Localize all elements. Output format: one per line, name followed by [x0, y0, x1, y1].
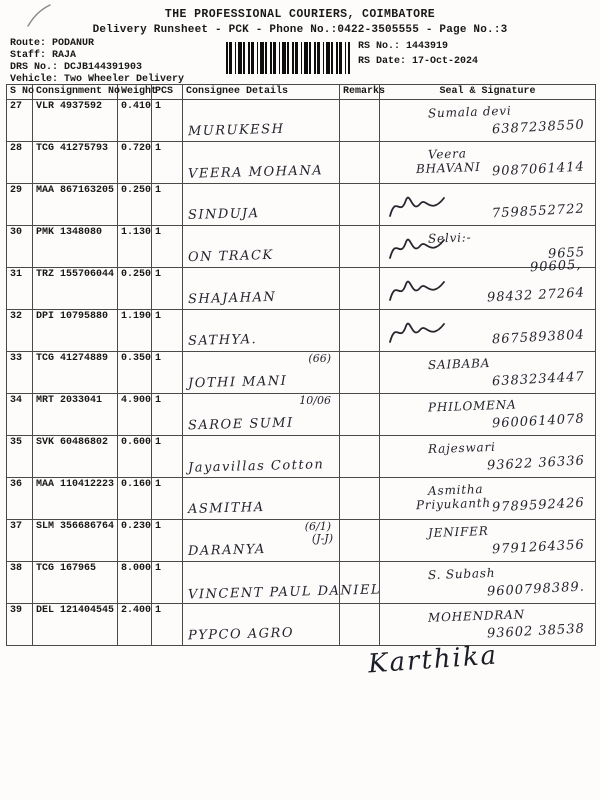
consignment-no-cell: VLR 4937592	[33, 100, 118, 142]
signature-phone: 6383234447	[491, 369, 586, 390]
remarks-cell	[340, 520, 380, 562]
pcs-cell: 1	[152, 394, 183, 436]
consignment-no-cell: TCG 41275793	[33, 142, 118, 184]
consignee-name-handwritten: SHAJAHAN	[187, 289, 277, 308]
signature-name: S. Subash	[427, 565, 496, 583]
consignee-name-handwritten: ON TRACK	[187, 247, 274, 266]
consignee-name-handwritten: SINDUJA	[187, 206, 260, 223]
signature-phone: 6387238550	[491, 117, 586, 138]
remarks-cell	[340, 268, 380, 310]
signature-name: Veera	[427, 146, 467, 162]
pcs-cell: 1	[152, 478, 183, 520]
weight-cell: 0.230	[118, 520, 152, 562]
barcode	[226, 42, 350, 74]
consignee-cell	[183, 226, 340, 268]
signature-name: PHILOMENA	[427, 397, 517, 415]
table-row	[7, 520, 596, 562]
pcs-cell: 1	[152, 268, 183, 310]
consignee-name-handwritten: VINCENT PAUL DANIEL	[187, 582, 382, 603]
weight-cell: 0.350	[118, 352, 152, 394]
consignment-no-cell: TCG 167965	[33, 562, 118, 604]
rs-date-line: RS Date: 17-Oct-2024	[358, 56, 479, 67]
pcs-cell: 1	[152, 604, 183, 646]
table-header-row	[7, 85, 596, 100]
s-no-cell: 31	[7, 268, 33, 310]
signature-scribble	[386, 190, 448, 222]
consignee-cell	[183, 478, 340, 520]
seal-signature-cell	[380, 604, 596, 646]
s-no-cell: 35	[7, 436, 33, 478]
meta-right-block	[358, 39, 478, 69]
consignment-no-cell: DEL 121404545	[33, 604, 118, 646]
staff-line: Staff: RAJA	[10, 50, 77, 61]
signature-phone: 7598552722	[491, 201, 586, 222]
pcs-cell: 1	[152, 562, 183, 604]
pcs-cell: 1	[152, 436, 183, 478]
consignment-no-cell: MRT 2033041	[33, 394, 118, 436]
weight-cell: 2.400	[118, 604, 152, 646]
signature-phone: 9789592426	[491, 495, 586, 516]
route-line: Route: PODANUR	[10, 38, 95, 49]
seal-signature-cell	[380, 142, 596, 184]
signature-name-2: Priyukanth	[415, 495, 492, 513]
consignment-no-cell: MAA 867163205	[33, 184, 118, 226]
s-no-cell: 30	[7, 226, 33, 268]
seal-signature-cell	[380, 310, 596, 352]
signature-phone: 9600614078	[491, 411, 586, 432]
remarks-cell	[340, 478, 380, 520]
table-row	[7, 436, 596, 478]
runsheet-table-body	[7, 100, 596, 646]
consignee-name-handwritten: Jayavillas Cotton	[187, 457, 325, 476]
table-row	[7, 142, 596, 184]
seal-signature-cell	[380, 268, 596, 310]
col-header-consignment-no: Consignment No	[33, 85, 118, 100]
seal-signature-cell	[380, 478, 596, 520]
weight-cell: 0.410	[118, 100, 152, 142]
s-no-cell: 39	[7, 604, 33, 646]
consignee-name-handwritten: MURUKESH	[187, 121, 285, 140]
remarks-cell	[340, 394, 380, 436]
signature-scribble	[386, 274, 448, 306]
consignee-name-handwritten: VEERA MOHANA	[187, 163, 324, 182]
runsheet-table	[6, 84, 596, 646]
signature-phone: 9655	[547, 245, 586, 262]
signature-phone-2: 90605,	[529, 257, 582, 276]
table-row	[7, 226, 596, 268]
vehicle-line: Vehicle: Two Wheeler Delivery	[10, 74, 185, 85]
consignee-name-handwritten: SAROE SUMI	[187, 415, 294, 434]
consignment-no-cell: DPI 10795880	[33, 310, 118, 352]
pcs-cell: 1	[152, 226, 183, 268]
consignee-name-handwritten: ASMITHA	[187, 499, 265, 518]
consignee-cell	[183, 394, 340, 436]
pcs-cell: 1	[152, 310, 183, 352]
seal-signature-cell	[380, 520, 596, 562]
col-header-consignee-details: Consignee Details	[183, 85, 340, 100]
s-no-cell: 38	[7, 562, 33, 604]
remarks-cell	[340, 310, 380, 352]
signature-name-2: BHAVANI	[415, 159, 481, 177]
signature-name: Rajeswari	[427, 439, 496, 457]
remarks-cell	[340, 604, 380, 646]
drs-no-line: DRS No.: DCJB144391903	[10, 62, 143, 73]
table-row	[7, 604, 596, 646]
pcs-cell: 1	[152, 520, 183, 562]
s-no-cell: 27	[7, 100, 33, 142]
signature-phone: 9087061414	[491, 159, 586, 180]
weight-cell: 1.190	[118, 310, 152, 352]
consignee-cell	[183, 268, 340, 310]
pcs-cell: 1	[152, 100, 183, 142]
remarks-cell	[340, 142, 380, 184]
table-row	[7, 352, 596, 394]
col-header-sno: S No	[7, 85, 33, 100]
table-row	[7, 310, 596, 352]
weight-cell: 4.900	[118, 394, 152, 436]
seal-signature-cell	[380, 436, 596, 478]
consignee-annotation: 10/06	[299, 394, 331, 407]
consignee-cell	[183, 184, 340, 226]
consignee-cell	[183, 100, 340, 142]
consignment-no-cell: PMK 1348080	[33, 226, 118, 268]
weight-cell: 1.130	[118, 226, 152, 268]
weight-cell: 0.160	[118, 478, 152, 520]
weight-cell: 0.250	[118, 184, 152, 226]
s-no-cell: 37	[7, 520, 33, 562]
signature-phone: 93602 38538	[486, 621, 586, 642]
consignee-name-handwritten: SATHYA.	[187, 332, 258, 349]
remarks-cell	[340, 100, 380, 142]
col-header-weight: Weight	[118, 85, 152, 100]
table-row	[7, 184, 596, 226]
s-no-cell: 36	[7, 478, 33, 520]
s-no-cell: 34	[7, 394, 33, 436]
rs-no-line: RS No.: 1443919	[358, 41, 449, 52]
meta-left-block	[10, 38, 184, 86]
seal-signature-cell	[380, 394, 596, 436]
signature-phone: 9600798389.	[486, 579, 586, 600]
consignee-name-handwritten: DARANYA	[187, 541, 267, 560]
remarks-cell	[340, 184, 380, 226]
weight-cell: 0.250	[118, 268, 152, 310]
remarks-cell	[340, 562, 380, 604]
consignee-annotation: (6/1)	[304, 520, 331, 533]
consignee-annotation-2: (J-J)	[311, 532, 333, 545]
col-header-seal-signature: Seal & Signature	[380, 85, 596, 100]
seal-signature-cell	[380, 100, 596, 142]
s-no-cell: 28	[7, 142, 33, 184]
weight-cell: 0.600	[118, 436, 152, 478]
pcs-cell: 1	[152, 352, 183, 394]
s-no-cell: 29	[7, 184, 33, 226]
seal-signature-cell	[380, 352, 596, 394]
weight-cell: 0.720	[118, 142, 152, 184]
consignment-no-cell: SVK 60486802	[33, 436, 118, 478]
table-row	[7, 394, 596, 436]
footer-signature-handwritten: Karthika	[367, 640, 500, 680]
consignee-cell	[183, 352, 340, 394]
signature-phone: 93622 36336	[486, 453, 586, 474]
consignee-cell	[183, 520, 340, 562]
consignment-no-cell: TCG 41274889	[33, 352, 118, 394]
table-row	[7, 478, 596, 520]
seal-signature-cell	[380, 562, 596, 604]
signature-scribble	[386, 316, 448, 348]
s-no-cell: 33	[7, 352, 33, 394]
consignee-cell	[183, 310, 340, 352]
table-row	[7, 268, 596, 310]
consignee-cell	[183, 604, 340, 646]
consignment-no-cell: TRZ 155706044	[33, 268, 118, 310]
col-header-remarks: Remarks	[340, 85, 380, 100]
table-row	[7, 100, 596, 142]
signature-phone: 98432 27264	[486, 285, 586, 306]
signature-name: JENIFER	[427, 523, 489, 541]
signature-name: MOHENDRAN	[427, 607, 526, 625]
company-title: THE PROFESSIONAL COURIERS, COIMBATORE	[164, 8, 436, 21]
runsheet-subtitle: Delivery Runsheet - PCK - Phone No.:0422-3505555 - Page No.:3	[92, 24, 508, 36]
remarks-cell	[340, 436, 380, 478]
pcs-cell: 1	[152, 142, 183, 184]
s-no-cell: 32	[7, 310, 33, 352]
consignee-name-handwritten: PYPCO AGRO	[187, 625, 295, 644]
signature-phone: 9791264356	[491, 537, 586, 558]
signature-phone: 8675893804	[491, 327, 586, 348]
weight-cell: 8.000	[118, 562, 152, 604]
seal-signature-cell	[380, 184, 596, 226]
consignee-cell	[183, 562, 382, 604]
signature-name: Selvi:-	[427, 230, 472, 246]
remarks-cell	[340, 352, 380, 394]
remarks-cell	[340, 226, 380, 268]
consignee-cell	[183, 436, 340, 478]
col-header-pcs: PCS	[152, 85, 183, 100]
signature-name: Sumala devi	[427, 103, 512, 121]
consignment-no-cell: MAA 110412223	[33, 478, 118, 520]
signature-name: Asmitha	[427, 482, 484, 498]
table-row	[7, 562, 596, 604]
consignee-name-handwritten: JOTHI MANI	[187, 373, 288, 392]
consignee-annotation: (66)	[308, 352, 331, 365]
seal-signature-cell	[380, 226, 596, 276]
consignee-cell	[183, 142, 340, 184]
consignment-no-cell: SLM 356686764	[33, 520, 118, 562]
pcs-cell: 1	[152, 184, 183, 226]
signature-name: SAIBABA	[427, 355, 491, 373]
